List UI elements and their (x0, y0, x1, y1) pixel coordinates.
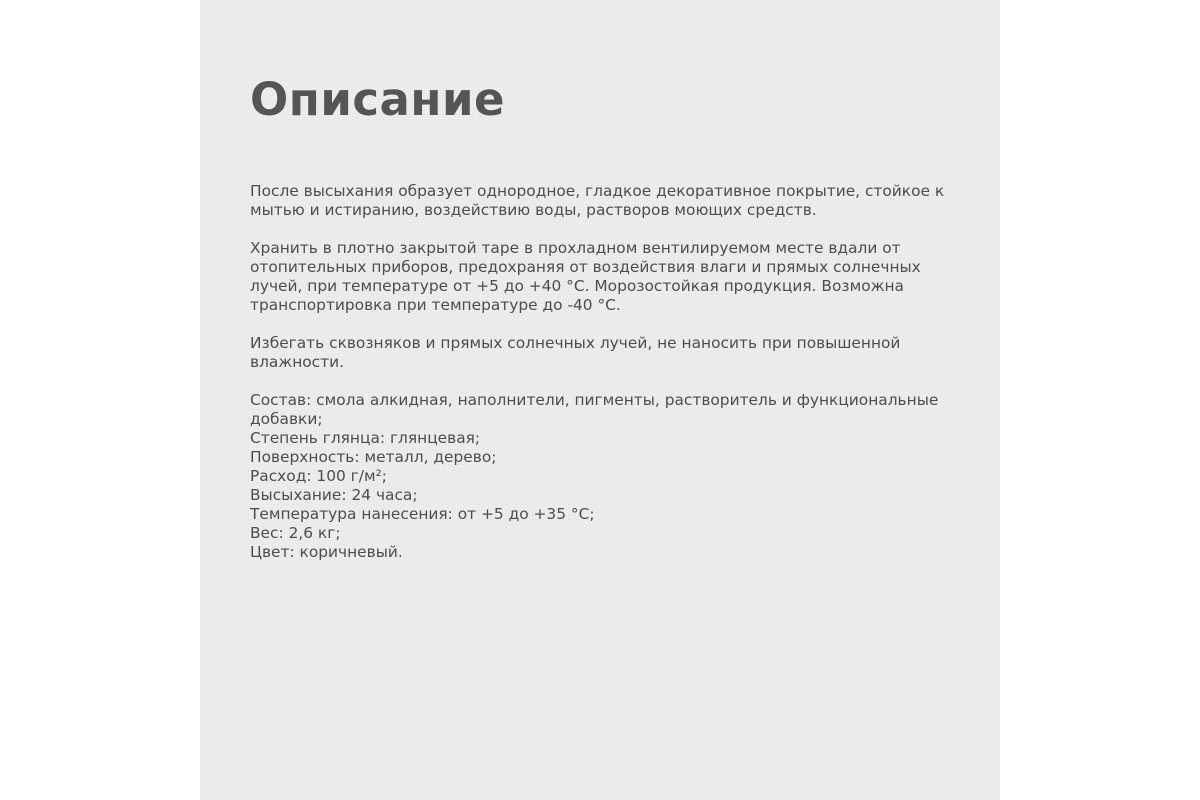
spec-list (250, 391, 985, 562)
spec-consumption: Расход: 100 г/м²; (250, 467, 387, 485)
spec-weight: Вес: 2,6 кг; (250, 524, 341, 542)
spec-gloss: Степень глянца: глянцевая; (250, 429, 481, 447)
paragraph-coating: После высыхания образует однородное, гладкое декоративное покрытие, стойкое к мытью и истиранию, воздействию воды, растворов моющих средств. (250, 182, 945, 219)
spec-composition: Состав: смола алкидная, наполнители, пигменты, растворитель и функциональные добавки; (250, 391, 939, 428)
spec-application-temperature: Температура нанесения: от +5 до +35 °С; (250, 505, 595, 523)
paragraph-application-conditions: Избегать сквозняков и прямых солнечных лучей, не наносить при повышенной влажности. (250, 334, 901, 371)
paragraph-storage: Хранить в плотно закрытой таре в прохладном вентилируемом месте вдали от отопительных приборов, предохраняя от воздействия влаги и прямых солнечных лучей, при температуре от +5 до +40 °С. Морозостойкая продукция. Возможна транспортировка при температуре до -40 °С. (250, 239, 921, 314)
spec-drying: Высыхание: 24 часа; (250, 486, 418, 504)
spec-color: Цвет: коричневый. (250, 543, 403, 561)
spec-surface: Поверхность: металл, дерево; (250, 448, 497, 466)
page-title: Описание (250, 73, 506, 126)
description-body (250, 182, 985, 562)
description-card (200, 0, 1000, 800)
